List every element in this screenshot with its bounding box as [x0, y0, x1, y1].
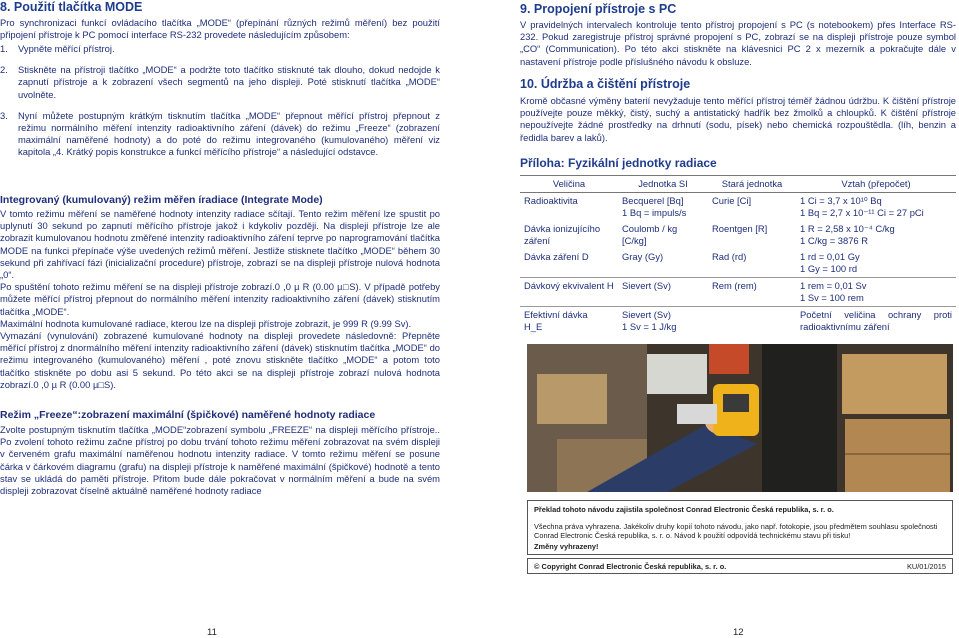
- integrate-para: Vymazání (vynulování) zobrazené kumulované hodnoty na displeji provedete následovně: Přepněte měřící přístroj z dnormálního měření intenzity radioaktivního záření (dávek) stisknutím tlačítka „MODE“ do režimu integrovaného (kumulovaného) měření , poté znovu stiskněte tlačítko „MODE“ a potom toto tlačítko stiskněte po dobu asi 5 sekund. Po této akci se na displeji přístroje zobrazí nulová hodnota zobrazí.0 ,0 µ R (0.00 µ□S).: [0, 330, 440, 390]
- cell-old: [708, 307, 796, 336]
- cell-si: Sievert (Sv) 1 Sv = 1 J/kg: [622, 309, 677, 332]
- cell-quantity: Efektivní dávka H_E: [524, 309, 588, 332]
- page-number-right: 12: [733, 627, 744, 638]
- footer-copyright-box: [527, 558, 953, 574]
- section-9-title: 9. Propojení přístroje s PC: [520, 2, 677, 16]
- units-table-header: [520, 176, 956, 193]
- step-text: Nyní můžete postupným krátkým tisknutím tlačítka „MODE“ přepnout měřící přístroj přepnout z režimu normálního měření intenzity radioaktivního záření (dávek) do režimu „Freeze“ (zobrazení maximální naměřené hodnoty) a do poté do režimu integrovaného (kumulovaného) měření viz kapitola „4. Krátký popis konstrukce a funkcí měřícího přístroje“ a následující odstavce.: [18, 109, 440, 158]
- cell-old: Roentgen [R]: [712, 223, 768, 234]
- header-si-unit: Jednotka SI: [618, 176, 708, 193]
- table-row: [520, 278, 956, 307]
- section-9-para: V pravidelných intervalech kontroluje tento přístroj propojení s PC (s notebookem) přes Interface RS-232. Pokud zaregistruje přístroj správné propojení s PC, zobrazí se na displeji přístroje pouze symbol „CO“ (Communication). Po této akci stiskněte na klávesnici PC 2 x mezerník a pokračujte dále v nastavení přístroje podle příslušného návodu k obsluze.: [520, 19, 956, 67]
- cell-si: Sievert (Sv): [618, 278, 708, 307]
- header-old-unit: Stará jednotka: [708, 176, 796, 193]
- integrate-mode-title: Integrovaný (kumulovaný) režim měřen íradiace (Integrate Mode): [0, 194, 323, 206]
- warehouse-scene-illustration: [527, 344, 953, 492]
- cell-quantity: Dávkový ekvivalent H: [520, 278, 618, 307]
- integrate-para: Maximální hodnota kumulované radiace, kterou lze na displeji přístroje zobrazit, je 999 R (9.99 Sv).: [0, 317, 412, 329]
- cell-relation: Početní veličina ochrany proti radioaktivnímu záření: [800, 309, 952, 332]
- table-row: [520, 307, 956, 336]
- cell-relation: 1 rd = 0,01 Gy 1 Gy = 100 rd: [796, 249, 956, 278]
- cell-relation: 1 Ci = 3,7 x 10¹⁰ Bq 1 Bq = 2,7 x 10⁻¹¹ Ci = 27 pCi: [800, 195, 924, 218]
- footer-changes: Změny vyhrazeny!: [534, 542, 599, 551]
- header-relation: Vztah (přepočet): [796, 176, 956, 193]
- freeze-mode-title: Režim „Freeze“:zobrazení maximální (špičkové) naměřené hodnoty radiace: [0, 409, 376, 421]
- footer-rights: Všechna práva vyhrazena. Jakékoliv druhy kopií tohoto návodu, jako např. fotokopie, jsou předmětem souhlasu společnosti Conrad Electronic Česká republika, s. r. o. Návod k použití odpovídá technickému stavu při tisku!: [534, 522, 938, 541]
- appendix-title: Příloha: Fyzikální jednotky radiace: [520, 156, 717, 170]
- page-number-left: 11: [207, 627, 217, 638]
- table-row: [520, 249, 956, 278]
- integrate-mode-body: [0, 208, 440, 391]
- footer-info-box: [527, 500, 953, 555]
- cell-relation: 1 R = 2,58 x 10⁻⁴ C/kg 1 C/kg = 3876 R: [800, 223, 895, 246]
- cell-si: Gray (Gy): [618, 249, 708, 278]
- step-text: Stiskněte na přístroji tlačítko „MODE“ a podržte toto tlačítko stisknuté tak dlouho, dokud nedojde k zapnutí přístroje a k zobrazení všech segmentů na jeho displeji. Poté stisknutí tlačítka „MODE“ uvolněte.: [18, 64, 440, 100]
- cell-old: Rad (rd): [708, 249, 796, 278]
- cell-si: Coulomb / kg [C/kg]: [622, 223, 678, 246]
- product-photo: [527, 344, 953, 492]
- footer-code: KU/01/2015: [906, 562, 946, 571]
- cell-quantity: Radioaktivita: [524, 195, 578, 206]
- step-item: [0, 43, 440, 55]
- section-8-intro: Pro synchronizaci funkcí ovládacího tlačítka „MODE“ (přepínání různých režimů měření) bez použití připojení přístroje k PC pomocí interface RS-232 provedete následujícím způsobem:: [0, 17, 440, 41]
- cell-quantity: Dávka záření D: [520, 249, 618, 278]
- table-row: [520, 221, 956, 249]
- section-10-title: 10. Údržba a čištění přístroje: [520, 77, 691, 91]
- footer-copyright: © Copyright Conrad Electronic Česká republika, s. r. o.: [534, 562, 727, 571]
- cell-old: Rem (rem): [708, 278, 796, 307]
- cell-old: Curie [Ci]: [712, 195, 752, 206]
- step-number: 2.: [0, 64, 8, 76]
- step-item: [0, 110, 440, 159]
- step-text: Vypněte měřící přístroj.: [18, 43, 115, 54]
- integrate-para: Po spuštění tohoto režimu měření se na displeji přístroje zobrazí.0 ,0 µ R (0.00 µ□S). V případě potřeby můžete měřící přístroj přepnout do normálního měření intenzity radioaktivního záření (dávek) stisknutím tlačítka „MODE“.: [0, 281, 440, 317]
- units-table: [520, 175, 956, 335]
- step-number: 1.: [0, 43, 8, 54]
- cell-quantity: Dávka ionizujícího záření: [524, 223, 601, 246]
- integrate-para: V tomto režimu měření se naměřené hodnoty intenzity radiace sčítají. Tento režim měření lze spustit po uplynutí 30 sekund po zapnutí měřícího přístroje jakož i kdykoliv později. Na displeji přístroje lze ale zobrazit kumulovanou hodnotu změřené intenzity radioaktivního záření teprve po naprogramování tlačítka MODE na funkci přepínače výše uvedených režimů měření. Jestliže stisknete tlačítko „MODE“ během 30 sekund při zahřívací fázi (inicializační procedure) přístroje, zobrazí se na displeji přístroje nulová hodnota „0“.: [0, 208, 440, 281]
- section-8-title: 8. Použití tlačítka MODE: [0, 0, 143, 14]
- cell-si: Becquerel [Bq] 1 Bq = impuls/s: [622, 195, 687, 218]
- table-row: [520, 193, 956, 222]
- step-item: [0, 64, 440, 101]
- freeze-mode-para: Zvolte postupným tisknutím tlačítka „MODE“zobrazení symbolu „FREEZE“ na displeji měřícího přístroje.. Po zvolení tohoto režimu začne přístroj po dobu trvání tohoto režimu měření zobrazovat na svém displeji v červeném grafu maximální naměřenou hodnotu intenzity radiace. V tomto režimu měření se posune čárka v čárkovém diagramu (grafu) na displeji přístroje k naměřené maximální (špičkové) hodnotě a tento stav se ukládá do paměti přístroje. Přitom bude dále pokračovat v normálním měření a bude na svém displeji zobrazovat číselně aktuálně naměřené hodnoty radiace: [0, 424, 440, 497]
- step-number: 3.: [0, 109, 8, 121]
- header-quantity: Veličina: [520, 176, 618, 193]
- steps-list: [0, 43, 440, 159]
- cell-relation: 1 rem = 0,01 Sv 1 Sv = 100 rem: [796, 278, 956, 307]
- section-10-para: Kromě občasné výměny baterií nevyžaduje tento měřící přístroj téměř žádnou údržbu. K čištění přístroje používejte pouze měkký, čistý, suchý a antistatický hadřík bez žmolků a chloupků. K čištění přístroje nepoužívejte žádné prostředky na drhnutí (sodu, písek) nebo chemická rozpouštědla. (líh, benzin a ředidla barev a laků).: [520, 95, 956, 143]
- footer-publisher: Překlad tohoto návodu zajistila společnost Conrad Electronic Česká republika, s. r. o.: [534, 505, 834, 514]
